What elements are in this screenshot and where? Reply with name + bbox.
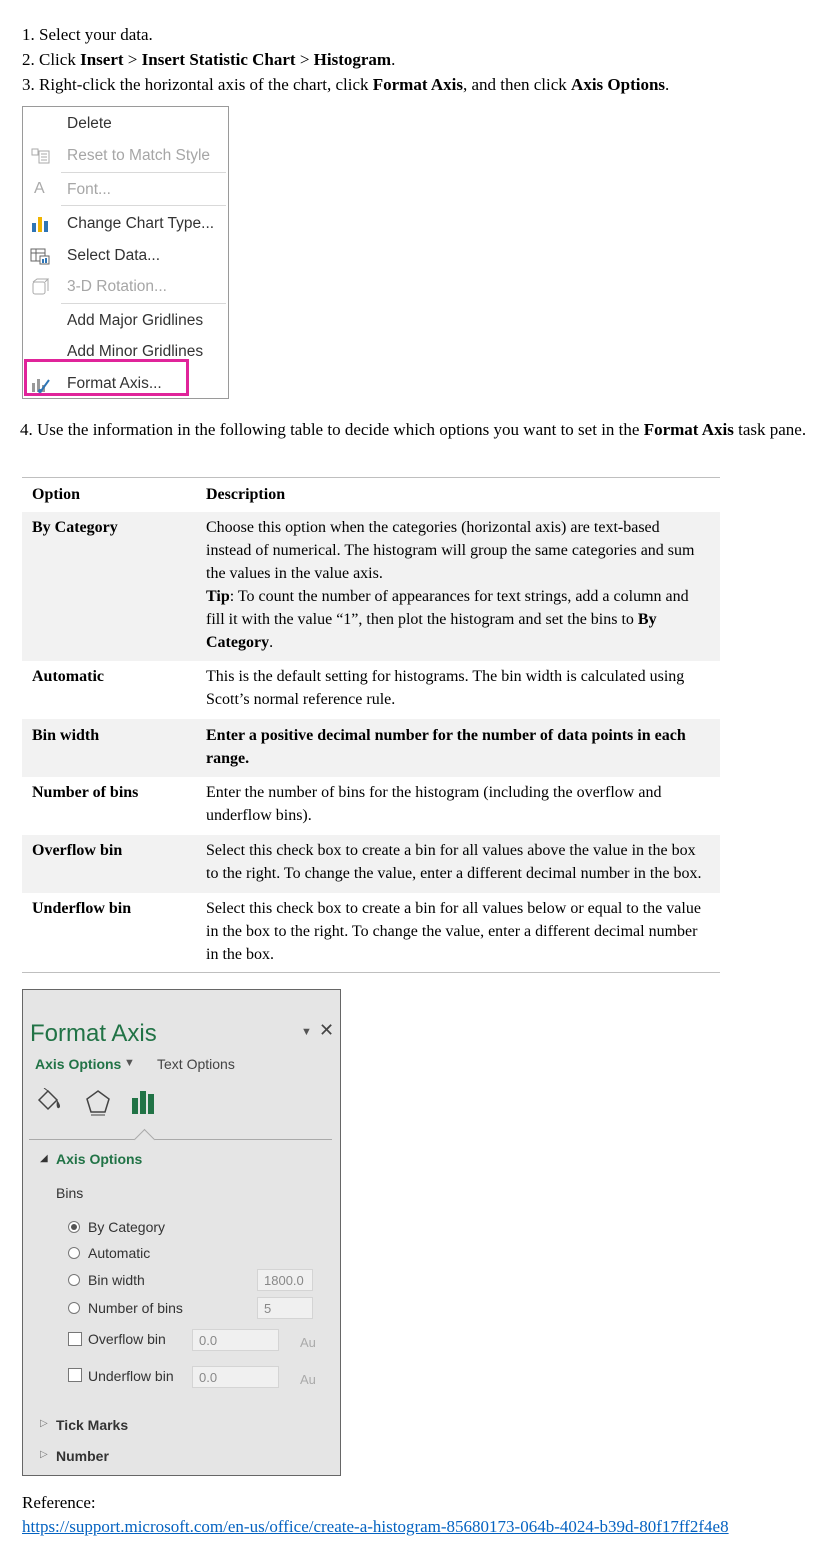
header-option: Option: [32, 486, 81, 503]
overflow-auto-button[interactable]: Au: [300, 1335, 316, 1350]
radio-automatic[interactable]: [68, 1247, 80, 1259]
label-overflow-bin: Overflow bin: [88, 1331, 166, 1347]
label-by-category: By Category: [88, 1219, 166, 1235]
menu-item-change-chart-type[interactable]: Change Chart Type...: [23, 210, 228, 238]
tab-axis-options[interactable]: Axis Options: [35, 1056, 122, 1072]
overflow-bin-checkbox[interactable]: [68, 1332, 82, 1346]
menu-item-font[interactable]: A Font...: [34, 180, 111, 198]
radio-bin-width[interactable]: [68, 1274, 80, 1286]
reset-style-icon: [29, 147, 49, 165]
reference-label: Reference:: [22, 1493, 96, 1512]
step-1: 1. Select your data.: [22, 25, 153, 44]
radio-by-category[interactable]: [68, 1221, 80, 1233]
table-row: Bin width Enter a positive decimal number for the number of data points in each range.: [22, 719, 720, 777]
section-tick-marks[interactable]: Tick Marks: [56, 1417, 129, 1433]
step-4: 4. Use the information in the following table to decide which options you want to set in the Format Axis task pane.: [20, 420, 807, 439]
underflow-auto-button[interactable]: Au: [300, 1372, 316, 1387]
chevron-down-icon[interactable]: ▼: [124, 1057, 135, 1069]
axis-options-bar-icon[interactable]: [130, 1088, 160, 1118]
label-bin-width: Bin width: [88, 1272, 145, 1288]
table-row: Overflow bin Select this check box to create a bin for all values above the value in the box to the right. To change the value, enter a different decimal number in the box.: [22, 835, 720, 893]
effects-pentagon-icon[interactable]: [83, 1088, 113, 1118]
label-underflow-bin: Underflow bin: [88, 1368, 174, 1384]
pane-options-dropdown-icon[interactable]: ▼: [301, 1026, 312, 1038]
menu-item-add-major-gridlines[interactable]: Add Major Gridlines: [67, 312, 204, 329]
menu-item-add-minor-gridlines[interactable]: Add Minor Gridlines: [67, 343, 204, 360]
bins-label: Bins: [56, 1185, 84, 1201]
table-row: Number of bins Enter the number of bins for the histogram (including the overflow and underflow bins).: [32, 784, 662, 824]
options-table: [22, 477, 720, 973]
underflow-bin-checkbox[interactable]: [68, 1368, 82, 1382]
table-header: [22, 478, 720, 513]
expanded-triangle-icon[interactable]: ◢: [40, 1153, 48, 1164]
table-row: Automatic This is the default setting for histograms. The bin width is calculated using Scott’s normal reference rule.: [32, 668, 685, 708]
context-menu: [22, 106, 229, 399]
pane-title: Format Axis: [30, 1020, 157, 1047]
steps-list: [22, 22, 669, 97]
step-3: 3. Right-click the horizontal axis of the chart, click Format Axis, and then click Axis Options.: [22, 75, 670, 94]
menu-item-reset-style[interactable]: Reset to Match Style: [23, 142, 228, 170]
menu-item-select-data[interactable]: Select Data...: [23, 242, 228, 270]
step-2: 2. Click Insert > Insert Statistic Chart > Histogram.: [22, 50, 396, 69]
section-axis-options[interactable]: Axis Options: [56, 1151, 143, 1167]
collapsed-triangle-icon[interactable]: ▷: [40, 1449, 48, 1460]
tab-text-options[interactable]: Text Options: [157, 1056, 235, 1072]
menu-item-format-axis[interactable]: Format Axis...: [23, 370, 228, 398]
menu-item-3d-rotation[interactable]: 3-D Rotation...: [23, 273, 228, 301]
fill-line-icon[interactable]: [35, 1088, 65, 1118]
select-data-icon: [29, 247, 49, 265]
bar-chart-icon: [29, 215, 49, 233]
number-of-bins-input[interactable]: 5: [257, 1297, 313, 1319]
underflow-bin-input[interactable]: 0.0: [192, 1366, 279, 1388]
format-axis-highlight: [24, 359, 189, 396]
table-row: Underflow bin Select this check box to create a bin for all values below or equal to the value in the box to the right. To change the value, enter a different decimal number in the box.: [32, 900, 701, 963]
overflow-bin-input[interactable]: 0.0: [192, 1329, 279, 1351]
font-icon: A: [34, 180, 45, 197]
collapsed-triangle-icon[interactable]: ▷: [40, 1418, 48, 1429]
table-row: By Category Choose this option when the categories (horizontal axis) are text-based instead of numerical. The histogram will group the same categories and sum the values in the value axis. Tip: To count the number of appearances for text strings, add a column and fill it with the value “1”, then plot the histogram and set the bins to By Category.: [22, 512, 720, 661]
cube-icon: [29, 278, 49, 296]
header-description: Description: [206, 486, 286, 503]
bin-width-input[interactable]: 1800.0: [257, 1269, 313, 1291]
reference-link[interactable]: https://support.microsoft.com/en-us/office/create-a-histogram-85680173-064b-4024-b39d-80f17ff2f4e8: [22, 1517, 729, 1536]
label-number-of-bins: Number of bins: [88, 1300, 183, 1316]
close-icon[interactable]: ✕: [319, 1020, 335, 1040]
menu-item-delete[interactable]: Delete: [67, 115, 112, 132]
format-axis-pane: [22, 989, 341, 1476]
radio-number-of-bins[interactable]: [68, 1302, 80, 1314]
label-automatic: Automatic: [88, 1245, 151, 1261]
section-number[interactable]: Number: [56, 1448, 109, 1464]
